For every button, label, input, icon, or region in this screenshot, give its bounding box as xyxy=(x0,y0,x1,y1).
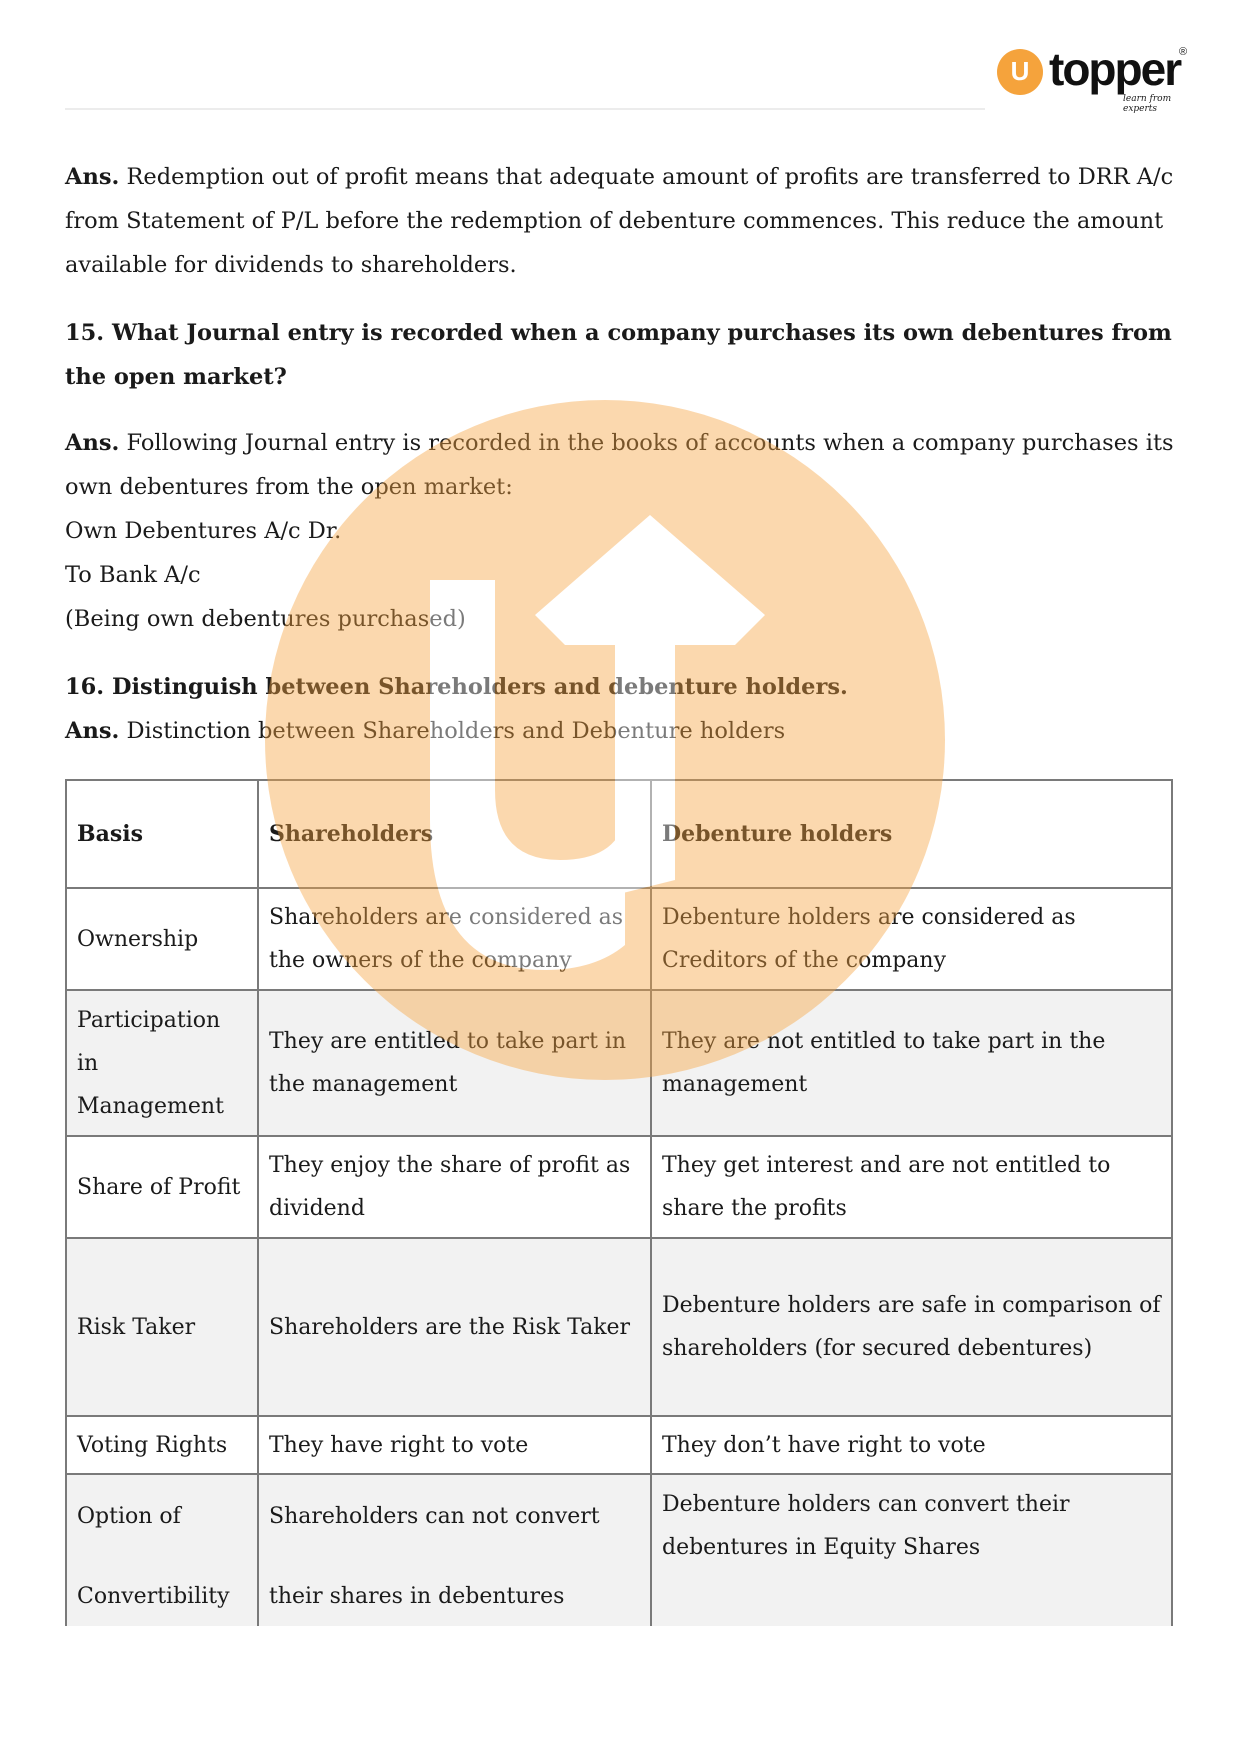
shareholders-cell: Shareholders are the Risk Taker xyxy=(258,1238,651,1416)
answer-text: Distinction between Shareholders and Debenture holders xyxy=(119,718,786,744)
answer-text: Redemption out of profit means that adequate amount of profits are transferred to DRR A/c from Statement of P/L before the redemption of debenture commences. This reduce the amount available for dividends to shareholders. xyxy=(65,164,1174,278)
logo-mark-icon: U xyxy=(997,49,1043,95)
debenture-holders-cell: Debenture holders are safe in comparison of shareholders (for secured debentures) xyxy=(651,1238,1172,1416)
registered-mark: ® xyxy=(1179,46,1188,58)
topper-logo[interactable] xyxy=(995,43,1195,114)
shareholders-cell: Shareholders are considered as the owners of the company xyxy=(258,888,651,990)
shareholders-cell: They are entitled to take part in the management xyxy=(258,990,651,1136)
basis-cell: Voting Rights xyxy=(66,1416,258,1474)
header-cell: Shareholders xyxy=(258,780,651,888)
table-row xyxy=(66,1136,1172,1238)
logo-wordmark: topper xyxy=(1049,43,1181,95)
question-15: 15. What Journal entry is recorded when a company purchases its own debentures from the open market? xyxy=(65,320,1172,390)
comparison-table xyxy=(65,779,1173,1626)
debenture-holders-cell: They get interest and are not entitled to share the profits xyxy=(651,1136,1172,1238)
cell-text: Shareholders can not convert xyxy=(269,1504,600,1529)
table-row xyxy=(66,990,1172,1136)
basis-cell xyxy=(66,1474,258,1626)
basis-cell: Ownership xyxy=(66,888,258,990)
basis-cell: Share of Profit xyxy=(66,1136,258,1238)
ans-label: Ans. xyxy=(65,164,120,190)
basis-cell: Risk Taker xyxy=(66,1238,258,1416)
journal-credit-line: To Bank A/c xyxy=(65,562,201,588)
ans-label: Ans. xyxy=(65,430,120,456)
question-16: 16. Distinguish between Shareholders and debenture holders. xyxy=(65,674,848,700)
debenture-holders-cell: They don’t have right to vote xyxy=(651,1416,1172,1474)
header-divider xyxy=(65,108,985,110)
cell-text-cont: their shares in debentures xyxy=(269,1584,565,1609)
shareholders-cell xyxy=(258,1474,651,1626)
header-cell: Debenture holders xyxy=(651,780,1172,888)
debenture-holders-cell: They are not entitled to take part in the management xyxy=(651,990,1172,1136)
table-row xyxy=(66,1416,1172,1474)
debenture-holders-cell: Debenture holders can convert their debentures in Equity Shares xyxy=(651,1474,1172,1626)
answer-14 xyxy=(65,155,1185,287)
logo-tagline: learn from experts xyxy=(1123,94,1172,114)
basis-text: Option of xyxy=(77,1504,181,1529)
answer-15 xyxy=(65,421,1185,641)
shareholders-cell: They have right to vote xyxy=(258,1416,651,1474)
table-row xyxy=(66,1238,1172,1416)
debenture-holders-cell: Debenture holders are considered as Creditors of the company xyxy=(651,888,1172,990)
basis-text-cont: Convertibility xyxy=(77,1584,230,1609)
answer-text: Following Journal entry is recorded in the books of accounts when a company purchases its own debentures from the open market: xyxy=(65,430,1174,500)
ans-label: Ans. xyxy=(65,718,120,744)
answer-16 xyxy=(65,709,1185,753)
shareholders-cell: They enjoy the share of profit as dividend xyxy=(258,1136,651,1238)
table-row xyxy=(66,1474,1172,1626)
table-header-row xyxy=(66,780,1172,888)
journal-debit-line: Own Debentures A/c Dr. xyxy=(65,518,342,544)
header-cell: Basis xyxy=(66,780,258,888)
basis-cell: Participation in Management xyxy=(66,990,258,1136)
table-row xyxy=(66,888,1172,990)
journal-narration: (Being own debentures purchased) xyxy=(65,606,466,632)
